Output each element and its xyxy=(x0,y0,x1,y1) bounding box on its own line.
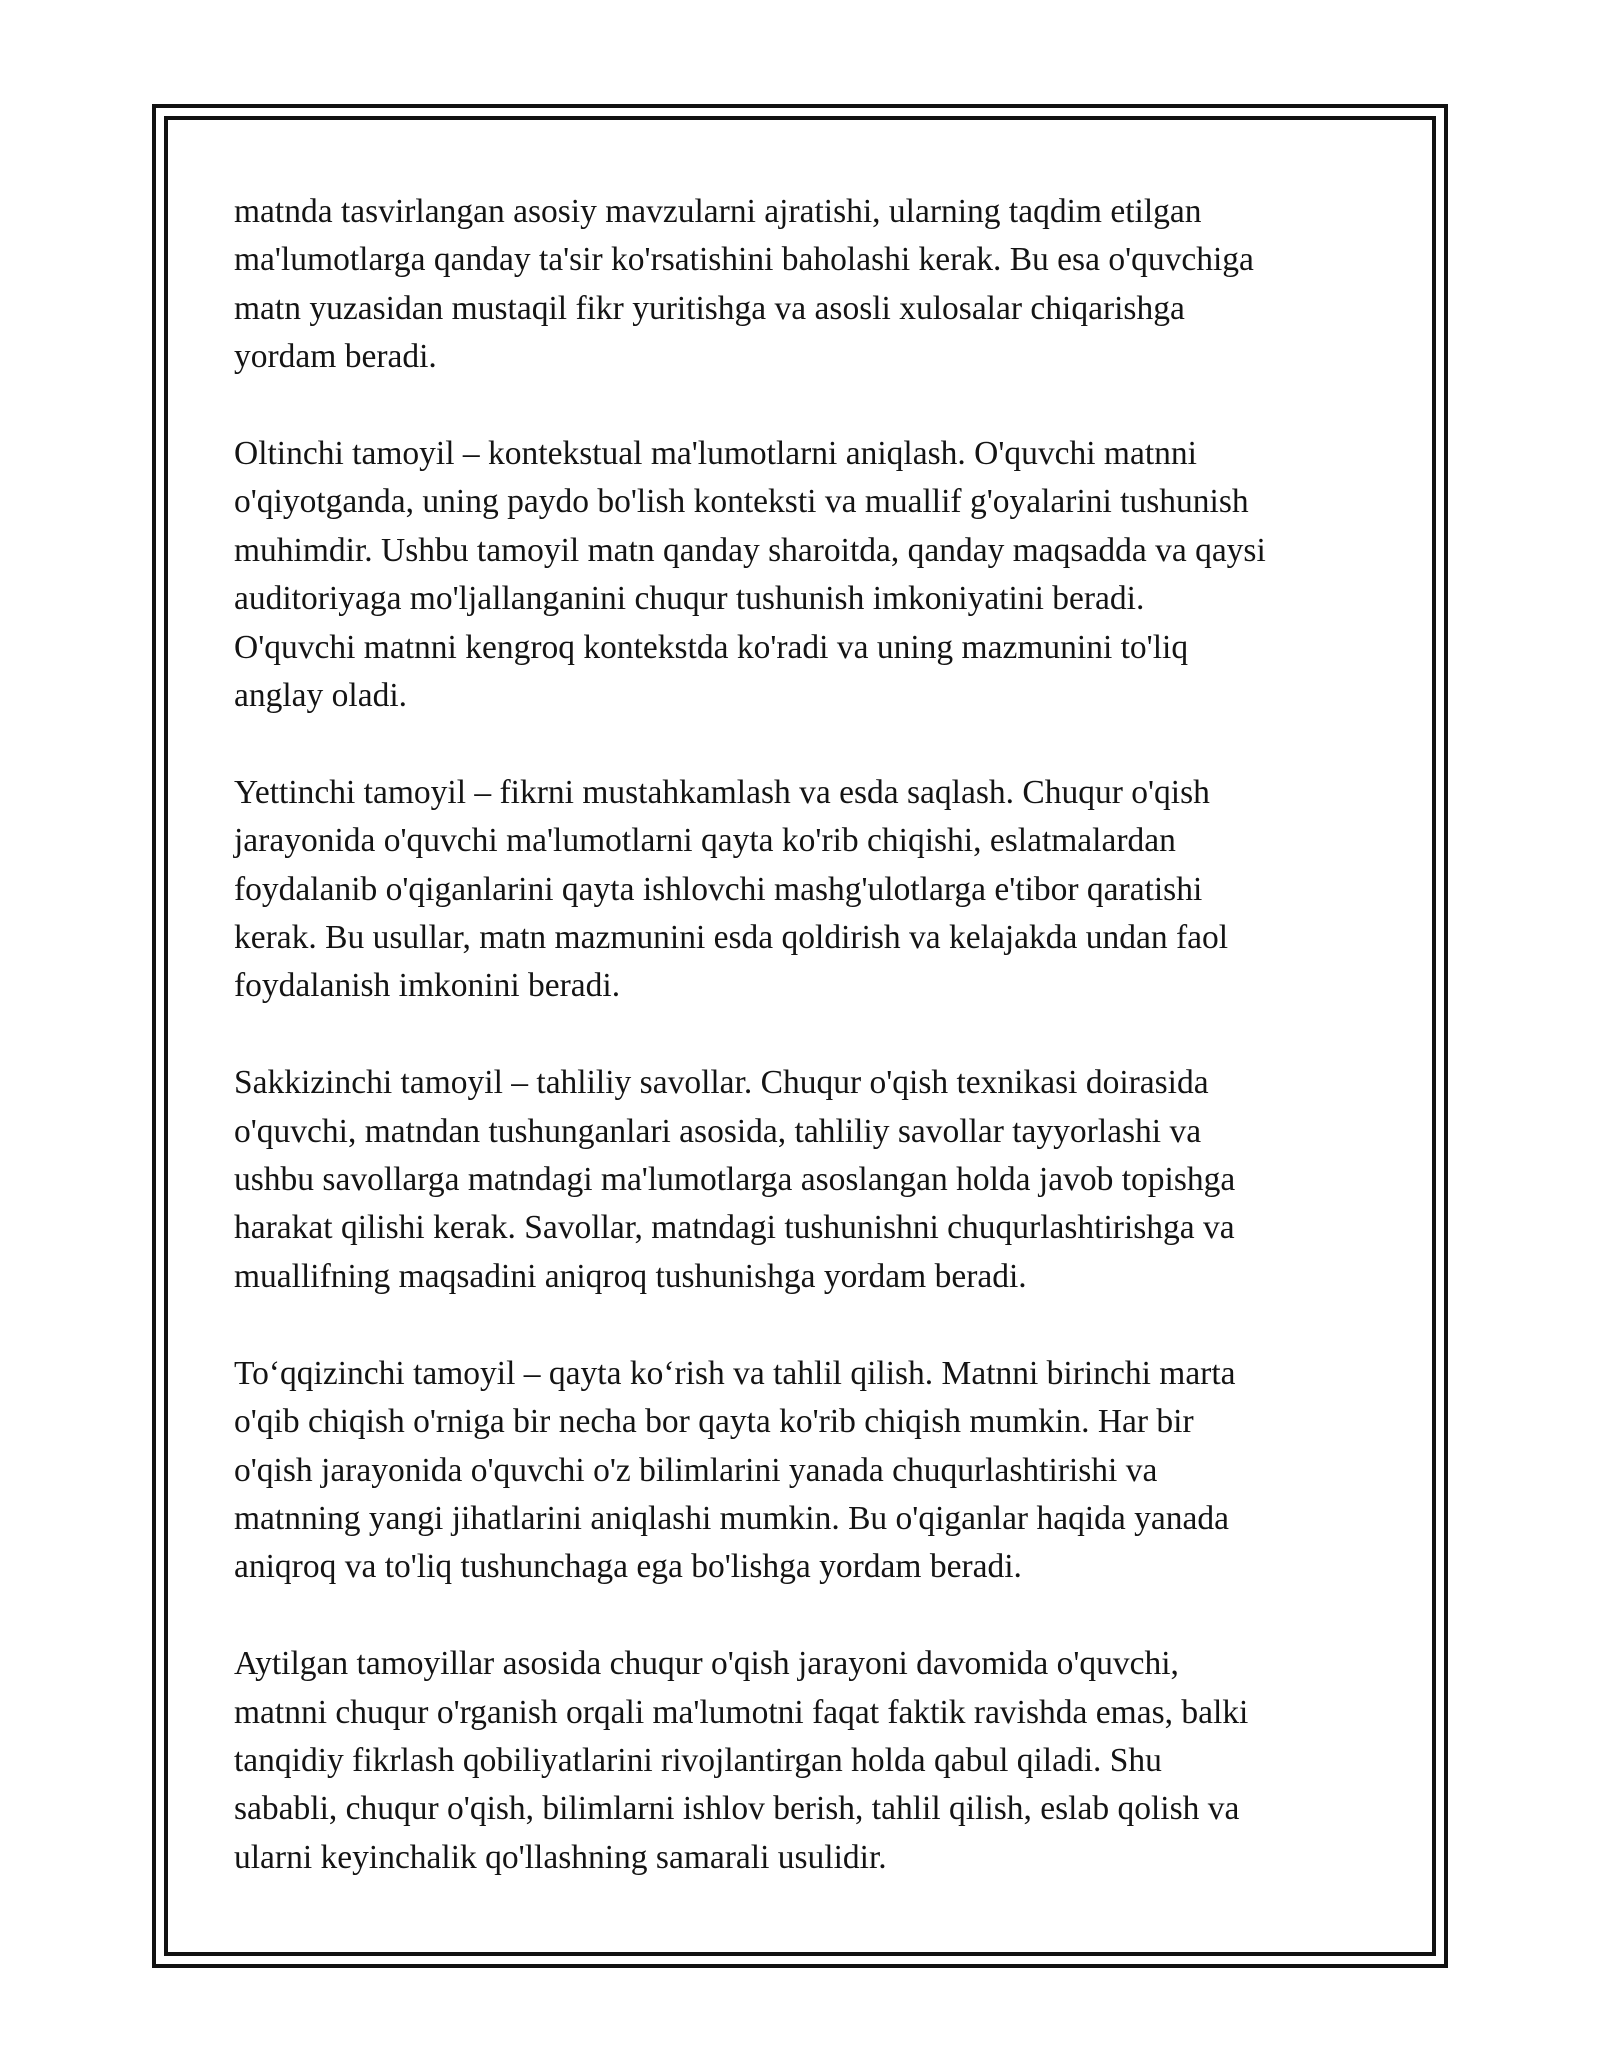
paragraph-intro-continuation: matnda tasvirlangan asosiy mavzularni ajratishi, ularning taqdim etilgan ma'lumotlarga qanday ta'sir ko'rsatishini baholashi kerak. Bu esa o'quvchiga matn yuzasidan mustaqil fikr yuritishga va asosli xulosalar chiqarishga yordam beradi. xyxy=(234,193,1254,376)
paragraph-sixth-principle: Oltinchi tamoyil – kontekstual ma'lumotlarni aniqlash. O'quvchi matnni o'qiyotganda, uning paydo bo'lish konteksti va muallif g'oyalarini tushunish muhimdir. Ushbu tamoyil matn qanday sharoitda, qanday maqsadda va qaysi auditoriyaga mo'ljallanganini chuqur tushunish imkoniyatini beradi. O'quvchi matnni kengroq kontekstda ko'radi va uning mazmunini to'liq anglay oladi. xyxy=(234,435,1266,715)
paragraph-seventh-principle: Yettinchi tamoyil – fikrni mustahkamlash va esda saqlash. Chuqur o'qish jarayonida o'quvchi ma'lumotlarni qayta ko'rib chiqishi, eslatmalardan foydalanib o'qiganlarini qayta ishlovchi mashg'ulotlarga e'tibor qaratishi kerak. Bu usullar, matn mazmunini esda qoldirish va kelajakda undan faol foydalanish imkonini beradi. xyxy=(234,773,1229,1005)
paragraph-eighth-principle: Sakkizinchi tamoyil – tahliliy savollar. Chuqur o'qish texnikasi doirasida o'quvchi, matndan tushunganlari asosida, tahliliy savollar tayyorlashi va ushbu savollarga matndagi ma'lumotlarga asoslangan holda javob topishga harakat qilishi kerak. Savollar, matndagi tushunishni chuqurlashtirishga va muallifning maqsadini aniqroq tushunishga yordam beradi. xyxy=(234,1064,1236,1295)
document-body xyxy=(234,188,1384,1882)
paragraph-conclusion: Aytilgan tamoyillar asosida chuqur o'qish jarayoni davomida o'quvchi, matnni chuqur o'rganish orqali ma'lumotni faqat faktik ravishda emas, balki tanqidiy fikrlash qobiliyatlarini rivojlantirgan holda qabul qiladi. Shu sababli, chuqur o'qish, bilimlarni ishlov berish, tahlil qilish, eslab qolish va ularni keyinchalik qo'llashning samarali usulidir. xyxy=(234,1645,1249,1876)
paragraph-ninth-principle: To‘qqizinchi tamoyil – qayta ko‘rish va tahlil qilish. Matnni birinchi marta o'qib chiqish o'rniga bir necha bor qayta ko'rib chiqish mumkin. Har bir o'qish jarayonida o'quvchi o'z bilimlarini yanada chuqurlashtirishi va matnning yangi jihatlarini aniqlashi mumkin. Bu o'qiganlar haqida yanada aniqroq va to'liq tushunchaga ega bo'lishga yordam beradi. xyxy=(234,1354,1236,1586)
